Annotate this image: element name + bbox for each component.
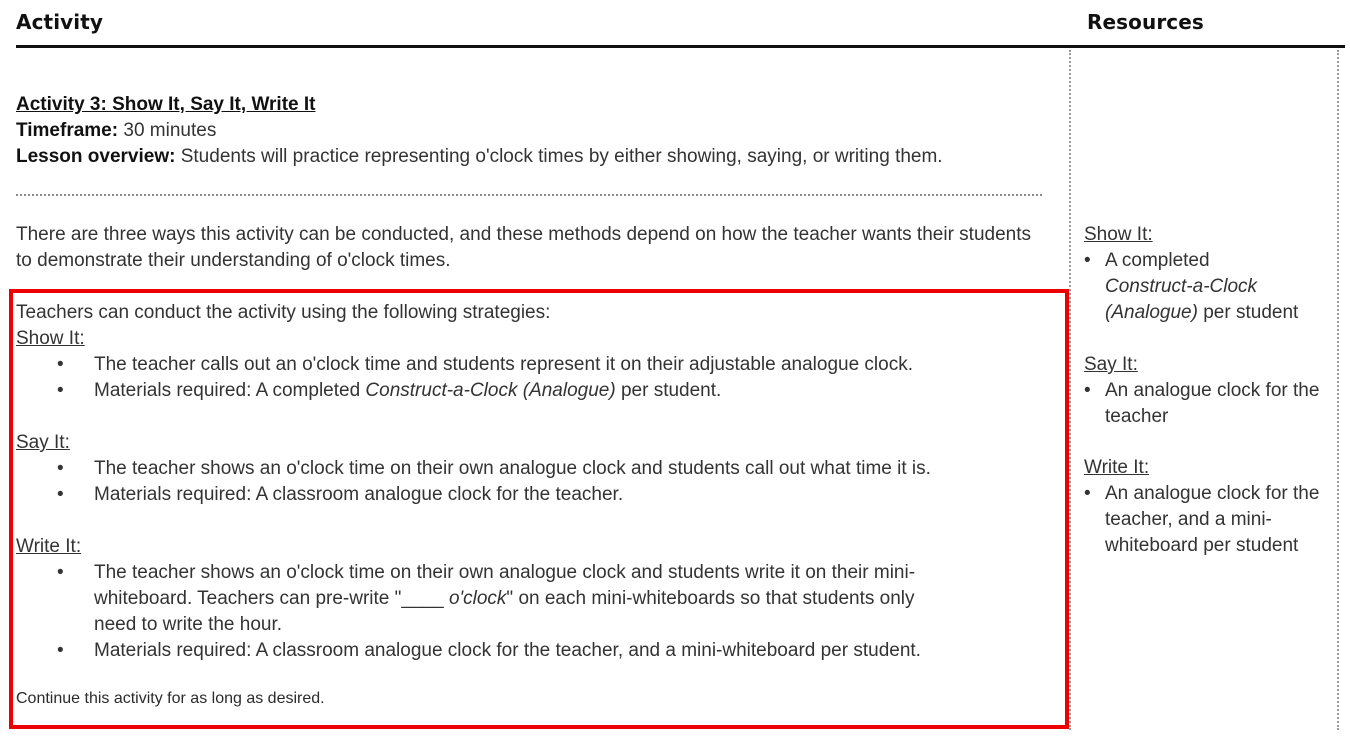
resources-column-header: Resources [1087, 10, 1204, 34]
lesson-overview [16, 144, 943, 170]
overview-value: Students will practice representing o'clock times by either showing, saying, or writing them. [175, 146, 943, 167]
strategies-intro: Teachers can conduct the activity using the following strategies: [16, 302, 551, 323]
bullet-icon: • [1084, 380, 1091, 401]
list-item: • Materials required: A classroom analogue clock for the teacher. [16, 482, 1056, 508]
bullet-icon: • [57, 458, 64, 479]
activity-title: Activity 3: Show It, Say It, Write It [16, 94, 316, 115]
list-item: • Materials required: A completed Construct-a-Clock (Analogue) per student. [16, 378, 1056, 404]
strategies-section [16, 300, 1056, 404]
resources-say-it [1084, 352, 1334, 430]
timeframe [16, 118, 216, 144]
column-divider-left [1069, 50, 1071, 730]
column-divider-right [1337, 50, 1339, 730]
resources-write-it [1084, 455, 1334, 559]
list-item: • Materials required: A classroom analogue clock for the teacher, and a mini-whiteboard per student. [16, 638, 1094, 664]
bullet-icon: • [57, 380, 64, 401]
resources-show-it [1084, 222, 1334, 326]
activity-column-header: Activity [16, 10, 104, 34]
say-it-heading: Say It: [16, 432, 70, 453]
write-it-heading: Write It: [16, 536, 82, 557]
overview-label: Lesson overview: [16, 146, 176, 167]
list-item: • An analogue clock for the teacher, and a mini-whiteboard per student [1084, 483, 1320, 556]
section-divider [16, 194, 1042, 196]
write-it-list [16, 560, 1016, 664]
resources-say-it-heading: Say It: [1084, 354, 1138, 375]
bullet-icon: • [1084, 250, 1091, 271]
bullet-icon: • [57, 562, 64, 583]
header-divider [16, 45, 1345, 48]
list-item: • The teacher calls out an o'clock time and students represent it on their adjustable analogue clock. [16, 352, 1056, 378]
write-it-section [16, 534, 1056, 664]
resources-write-it-heading: Write It: [1084, 457, 1150, 478]
list-item: • The teacher shows an o'clock time on their own analogue clock and students write it on their mini-whiteboard. Teachers can pre-write "____ o'clock" on each mini-whiteboards so that students only need to write the hour. [57, 562, 916, 635]
bullet-icon: • [57, 640, 64, 661]
bullet-icon: • [57, 354, 64, 375]
timeframe-label: Timeframe: [16, 120, 119, 141]
resources-show-it-heading: Show It: [1084, 224, 1153, 245]
list-item: • The teacher shows an o'clock time on their own analogue clock and students call out what time it is. [16, 456, 1056, 482]
say-it-section [16, 430, 1056, 508]
say-it-list [16, 456, 1056, 508]
closing-text: Continue this activity for as long as desired. [16, 690, 325, 707]
list-item: • A completed Construct-a-Clock (Analogue) per student [1084, 250, 1299, 323]
bullet-icon: • [1084, 483, 1091, 504]
list-item: • An analogue clock for the teacher [1084, 380, 1320, 427]
bullet-icon: • [57, 484, 64, 505]
intro-paragraph: There are three ways this activity can be conducted, and these methods depend on how the teacher wants their students to demonstrate their understanding of o'clock times. [16, 224, 1031, 271]
timeframe-value: 30 minutes [118, 120, 217, 141]
show-it-heading: Show It: [16, 328, 85, 349]
show-it-list [16, 352, 1056, 404]
